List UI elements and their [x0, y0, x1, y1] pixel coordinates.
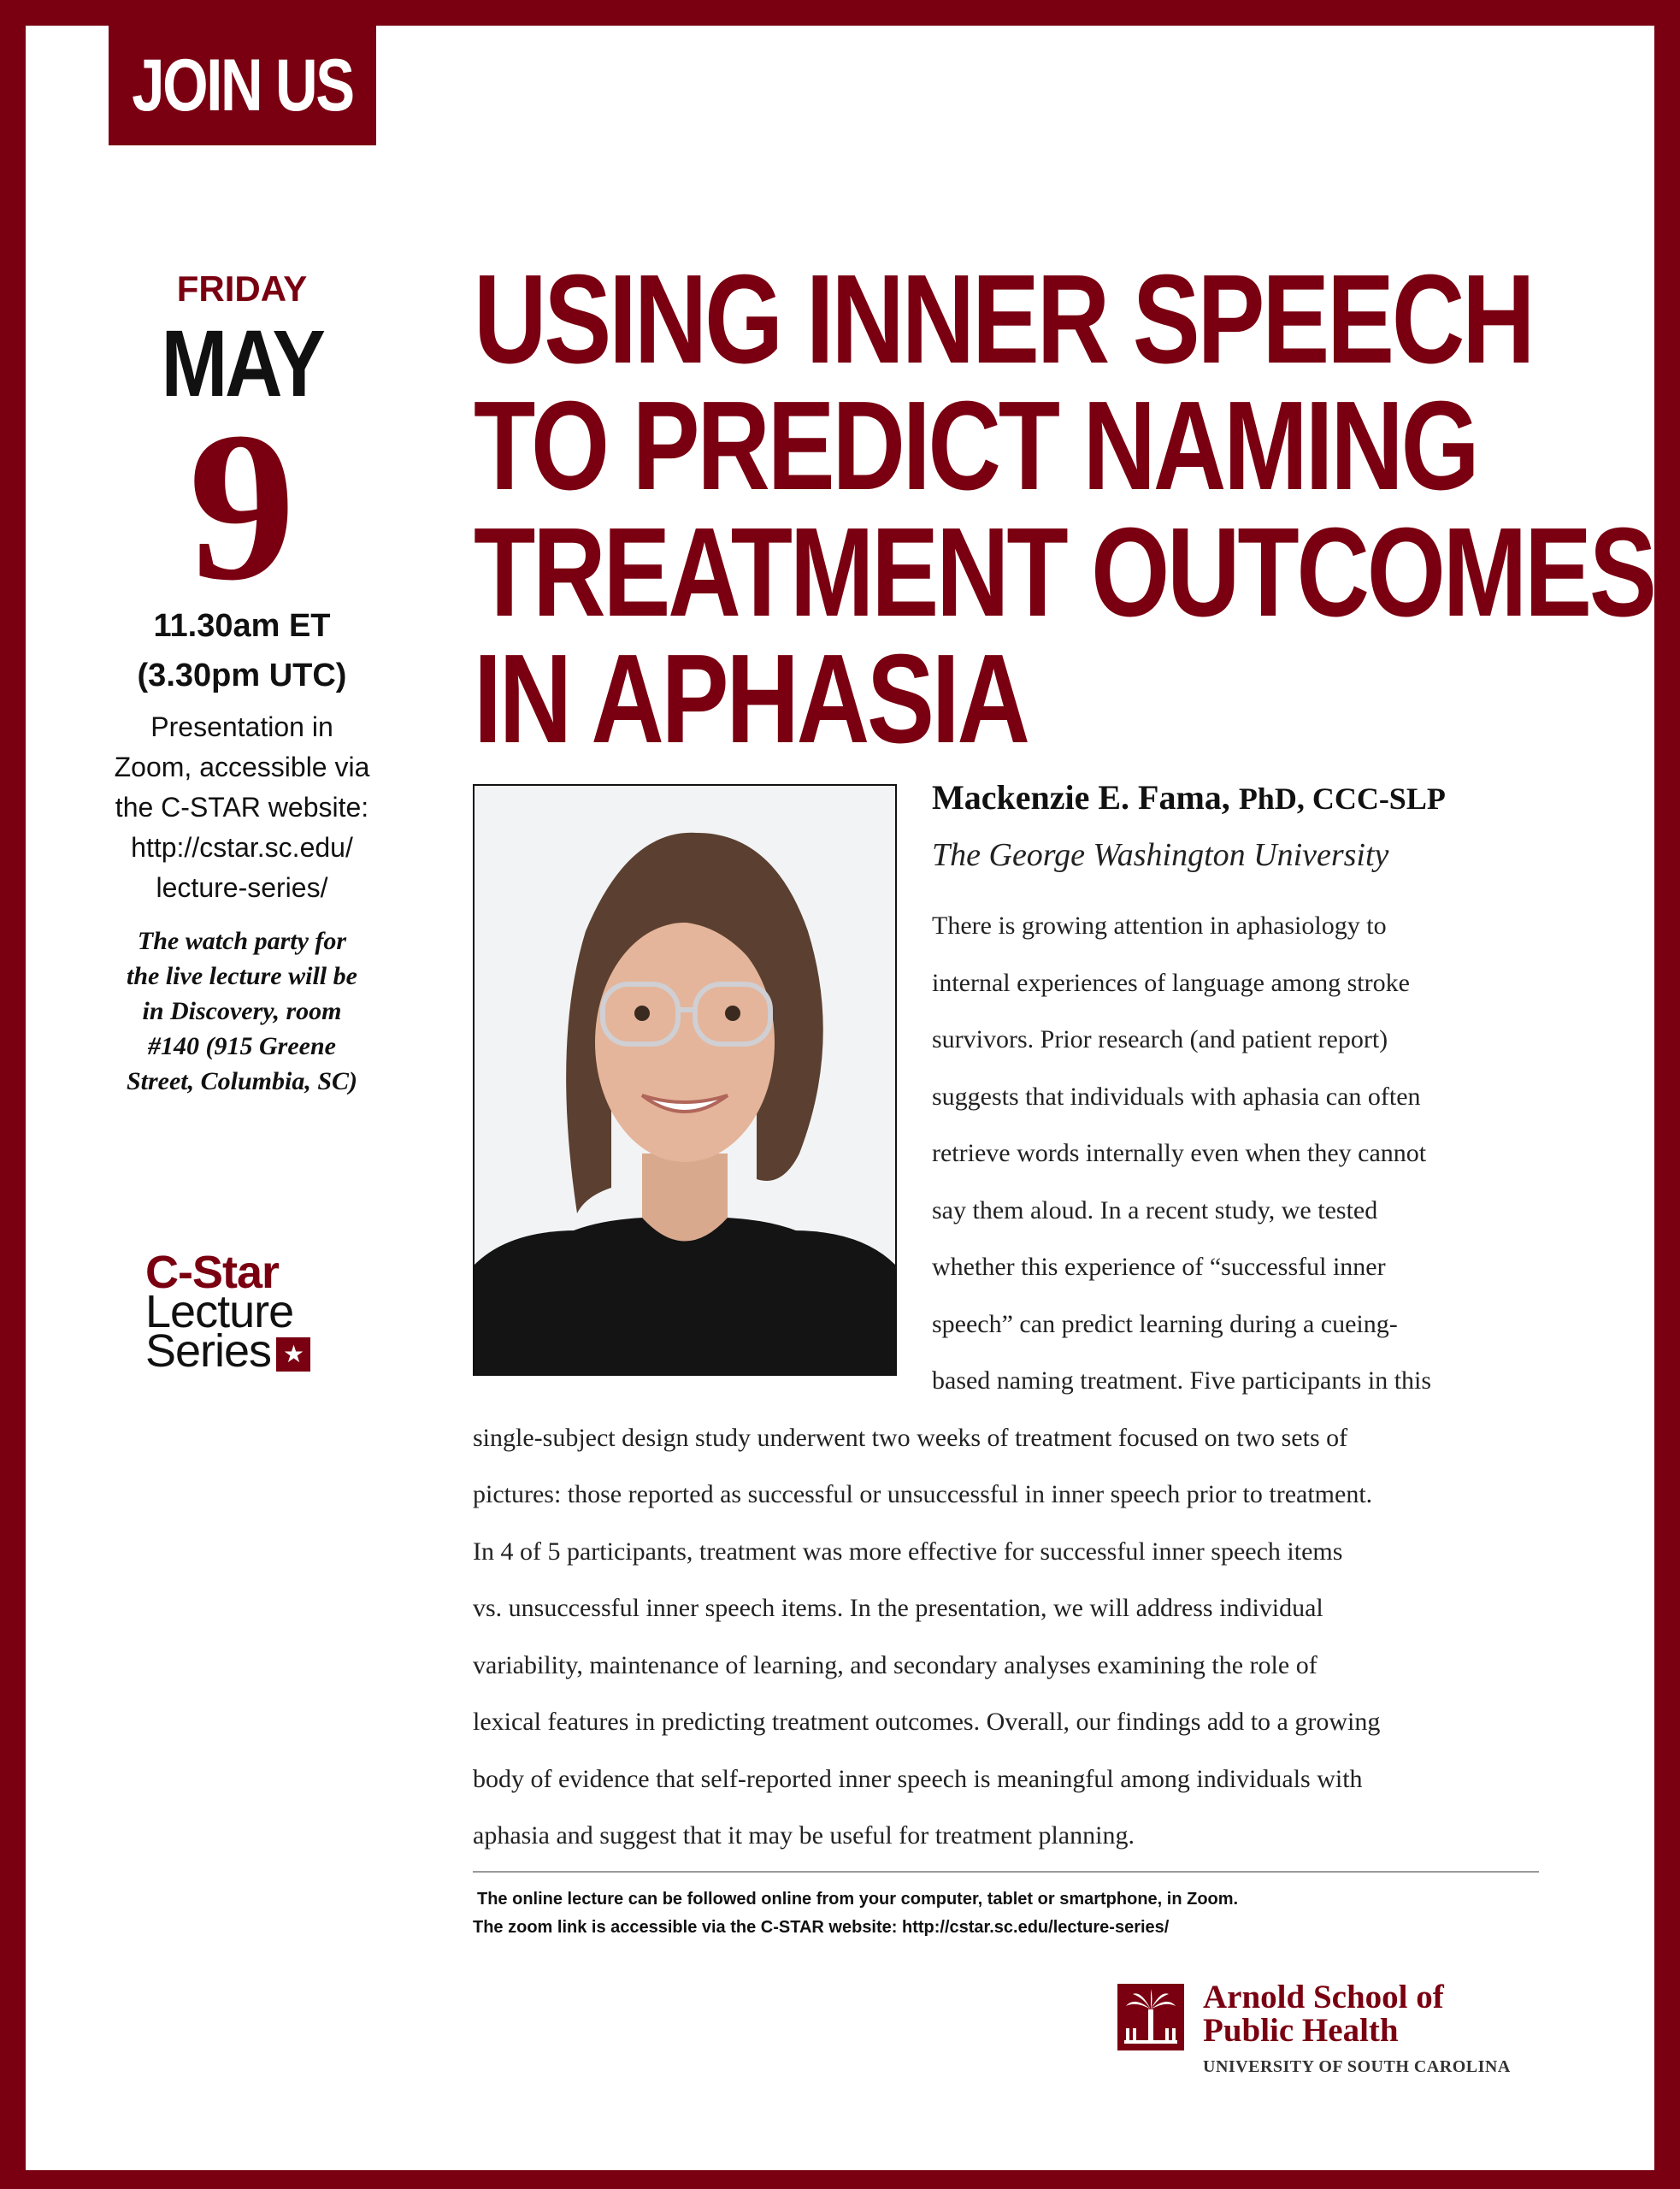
abstract-line: speech” can predict learning during a cueing-	[932, 1309, 1398, 1338]
watch-party-note	[101, 923, 383, 1099]
abstract-line: lexical features in predicting treatment outcomes. Overall, our findings add to a growing	[473, 1708, 1381, 1736]
zoom-info-line: Zoom, accessible via	[114, 752, 370, 782]
event-time-utc: (3.30pm UTC)	[137, 658, 347, 693]
title-line: IN APHASIA	[474, 628, 1028, 770]
star-icon: ★	[276, 1337, 310, 1372]
abstract-line: body of evidence that self-reported inner speech is meaningful among individuals with	[473, 1764, 1363, 1793]
event-details	[101, 265, 383, 1099]
abstract-line: variability, maintenance of learning, and secondary analyses examining the role of	[473, 1650, 1317, 1679]
abstract-line: In 4 of 5 participants, treatment was more effective for successful inner speech items	[473, 1537, 1343, 1566]
watch-party-line: Street, Columbia, SC)	[126, 1067, 358, 1095]
join-us-text: JOIN US	[132, 44, 353, 127]
abstract-line: survivors. Prior research (and patient report)	[932, 1025, 1388, 1053]
event-time-et: 11.30am ET	[153, 608, 331, 644]
zoom-info-line: Presentation in	[150, 711, 333, 742]
title-line: USING INNER SPEECH	[474, 249, 1533, 390]
abstract-line: pictures: those reported as successful or unsuccessful in inner speech prior to treatment.	[473, 1480, 1373, 1508]
cstar-logo-line1: C-Star	[145, 1247, 280, 1298]
arnold-school-logo	[1117, 1979, 1562, 2076]
abstract	[473, 898, 1584, 1865]
abstract-line: say them aloud. In a recent study, we tested	[932, 1195, 1378, 1224]
abstract-line: There is growing attention in aphasiology to	[932, 912, 1387, 940]
abstract-line: aphasia and suggest that it may be useful for treatment planning.	[473, 1821, 1135, 1850]
footer-line-2: The zoom link is accessible via the C-STAR website: http://cstar.sc.edu/lecture-series/	[473, 1918, 1170, 1937]
arnold-name-line2: Public Health	[1203, 2012, 1399, 2049]
footer-line-1: The online lecture can be followed online from your computer, tablet or smartphone, in Zoom.	[477, 1890, 1239, 1909]
abstract-line: single-subject design study underwent two weeks of treatment focused on two sets of	[473, 1423, 1348, 1452]
event-weekday: FRIDAY	[176, 268, 308, 309]
title-line: TO PREDICT NAMING	[474, 375, 1477, 516]
abstract-line: based naming treatment. Five participants in this	[932, 1366, 1432, 1395]
watch-party-line: the live lecture will be	[127, 962, 357, 990]
arnold-school-name	[1203, 1980, 1444, 2047]
abstract-line: vs. unsuccessful inner speech items. In the presentation, we will address individual	[473, 1594, 1323, 1622]
cstar-lecture-series-logo	[145, 1247, 333, 1377]
cstar-logo-line2: Lecture	[145, 1286, 294, 1337]
speaker-affiliation: The George Washington University	[932, 837, 1389, 873]
arnold-name-line1: Arnold School of	[1203, 1979, 1444, 2015]
watch-party-line: #140 (915 Greene	[148, 1032, 336, 1060]
divider	[473, 1871, 1539, 1873]
zoom-info-line: the C-STAR website:	[115, 792, 369, 823]
join-us-badge	[109, 26, 376, 145]
university-name: UNIVERSITY OF SOUTH CAROLINA	[1203, 2057, 1511, 2076]
watch-party-line: in Discovery, room	[142, 997, 342, 1025]
abstract-line: whether this experience of “successful inner	[932, 1253, 1386, 1281]
abstract-line: internal experiences of language among stroke	[932, 968, 1410, 997]
event-month: MAY	[161, 311, 323, 416]
palmetto-icon	[1117, 1984, 1184, 2050]
watch-party-line: The watch party for	[137, 927, 347, 955]
abstract-line: retrieve words internally even when they cannot	[932, 1139, 1427, 1167]
lecture-title	[474, 249, 1654, 770]
speaker-credentials: PhD, CCC-SLP	[1238, 782, 1446, 816]
footer-note	[473, 1885, 1539, 1942]
zoom-url-line[interactable]: lecture-series/	[156, 872, 328, 903]
event-day: 9	[188, 388, 296, 625]
zoom-info	[101, 707, 383, 908]
zoom-url-line[interactable]: http://cstar.sc.edu/	[131, 832, 353, 863]
speaker-info	[932, 774, 1547, 879]
cstar-logo-line3: Series	[145, 1325, 272, 1377]
title-line: TREATMENT OUTCOMES	[474, 502, 1654, 643]
speaker-name: Mackenzie E. Fama,	[932, 778, 1230, 817]
abstract-line: suggests that individuals with aphasia can often	[932, 1082, 1421, 1111]
